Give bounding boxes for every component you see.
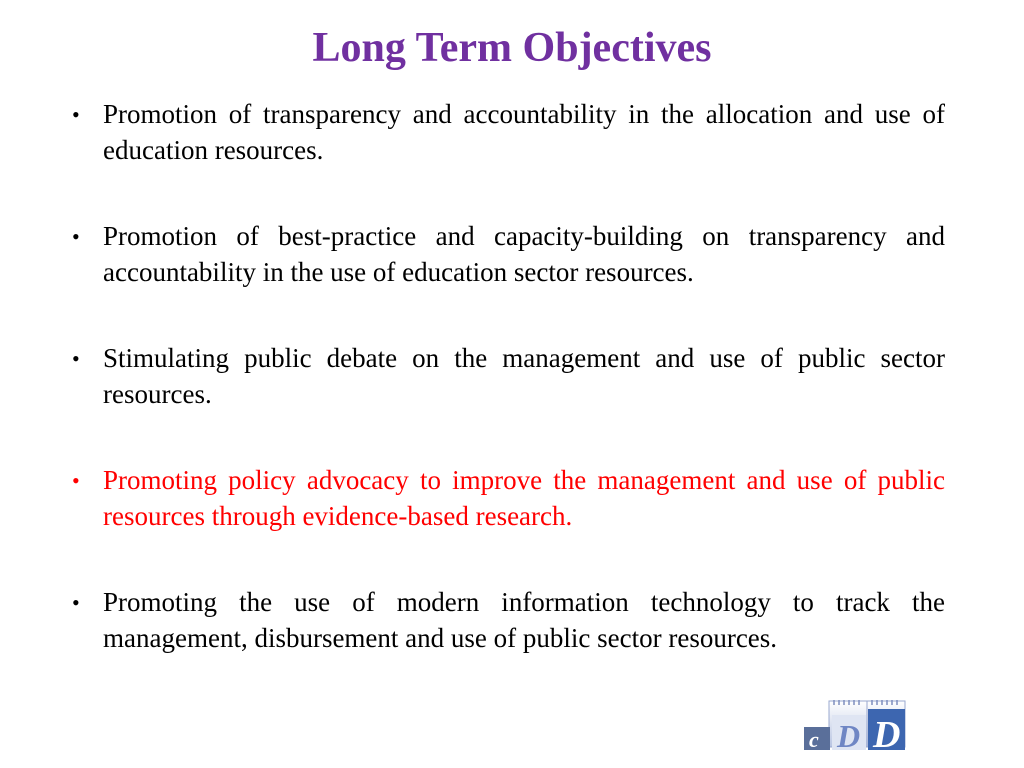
bullet-dot-icon: •: [72, 346, 80, 371]
bullet-text: Promotion of transparency and accountability in the allocation and use of education resources.: [103, 99, 945, 165]
svg-text:D: D: [873, 714, 901, 751]
bullet-text: Promoting the use of modern information technology to track the management, disbursement and use of public sector resources.: [103, 587, 945, 653]
cdd-logo-icon: [803, 699, 906, 751]
bullet-dot-icon: •: [72, 468, 80, 493]
bullet-item-information-technology: [72, 585, 945, 656]
bullet-dot-icon: •: [72, 590, 80, 615]
slide-title: Long Term Objectives: [312, 25, 712, 71]
bullet-text: Promotion of best-practice and capacity-building on transparency and accountability in the use of education sector resources.: [103, 221, 945, 287]
cdd-logo: [803, 699, 906, 751]
logo-letter-c: c: [809, 727, 819, 751]
bullet-item-transparency: [72, 97, 945, 168]
objectives-list: [72, 97, 945, 707]
bullet-dot-icon: •: [72, 102, 80, 127]
svg-text:D: D: [837, 718, 861, 751]
bullet-item-public-debate: [72, 341, 945, 412]
bullet-text: Promoting policy advocacy to improve the management and use of public resources through evidence-based research.: [103, 465, 945, 531]
bullet-dot-icon: •: [72, 224, 80, 249]
bullet-item-policy-advocacy: [72, 463, 945, 534]
bullet-text: Stimulating public debate on the management and use of public sector resources.: [103, 343, 945, 409]
bullet-item-best-practice: [72, 219, 945, 290]
